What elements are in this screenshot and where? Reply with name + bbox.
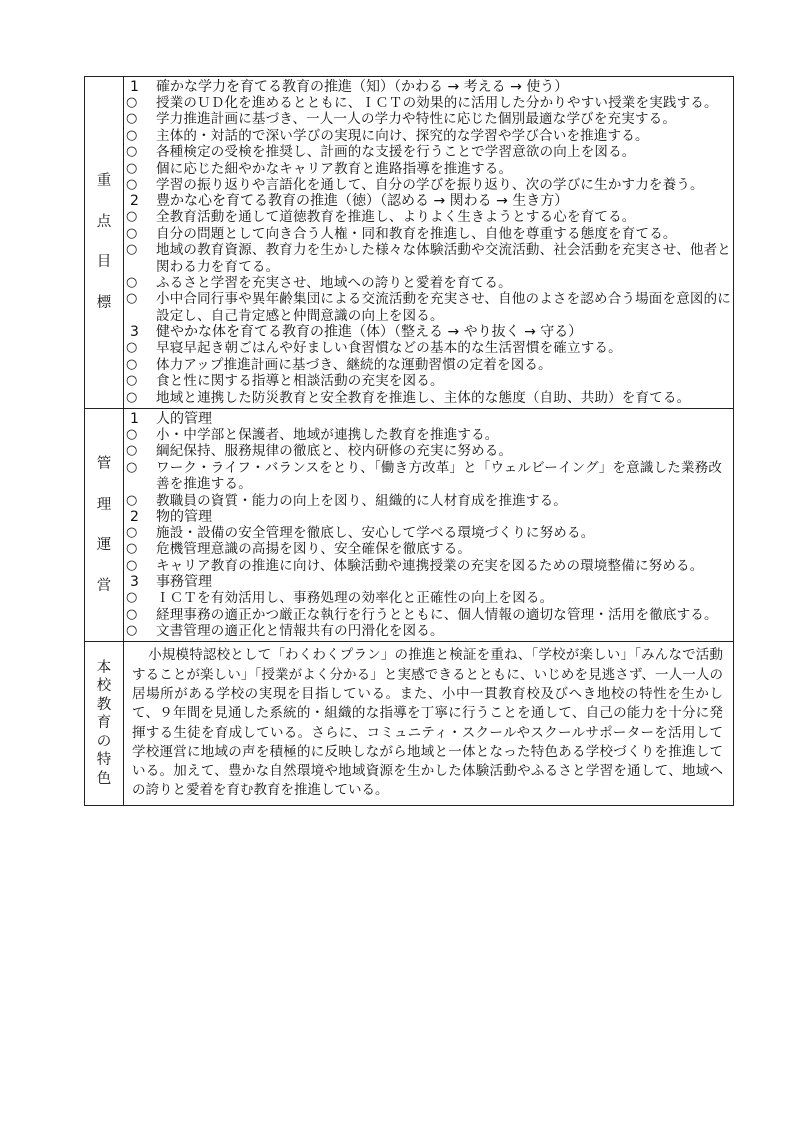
- list-item: [124, 525, 733, 541]
- section-heading: [124, 411, 733, 427]
- list-item: [124, 443, 733, 459]
- circle-bullet-icon: ○: [126, 541, 138, 557]
- row-school-feature: [85, 642, 734, 805]
- section-title: 事務管理: [156, 574, 212, 591]
- policy-table: [84, 76, 734, 806]
- list-item-text: 自分の問題として向き合う人権・同和教育を推進し、自他を尊重する態度を育てる。: [156, 225, 677, 242]
- section-title: 物的管理: [156, 508, 212, 525]
- circle-bullet-icon: ○: [126, 557, 138, 573]
- circle-bullet-icon: ○: [126, 127, 138, 143]
- circle-bullet-icon: ○: [126, 275, 138, 291]
- row-label-char: 特: [96, 752, 112, 769]
- row-management: [85, 408, 734, 641]
- row-content-cell: [124, 77, 734, 409]
- list-item: [124, 607, 733, 623]
- circle-bullet-icon: ○: [126, 524, 138, 540]
- section-number: 2: [130, 193, 139, 210]
- row-label-cell: [85, 77, 124, 409]
- row-label-cell: [85, 642, 124, 805]
- circle-bullet-icon: ○: [126, 144, 138, 160]
- list-item-text: 学力推進計画に基づき、一人一人の学力や特性に応じた個別最適な学びを充実する。: [156, 111, 677, 128]
- row-label-char: 標: [96, 294, 112, 311]
- circle-bullet-icon: ○: [126, 111, 138, 127]
- list-item: [124, 161, 733, 177]
- circle-bullet-icon: ○: [126, 459, 138, 475]
- section-heading: [124, 324, 733, 340]
- row-label: [85, 457, 123, 593]
- list-item: [124, 111, 733, 127]
- list-item: [124, 541, 733, 557]
- list-item-text: 小中合同行事や異年齢集団による交流活動を充実させ、自他のよさを認め合う場面を意図的に設定し、自己肯定感と仲間意識の向上を図る。: [156, 291, 731, 324]
- policy-table-body: [85, 77, 734, 806]
- section-heading: [124, 574, 733, 590]
- row-label-char: 運: [96, 537, 112, 554]
- list-item: [124, 275, 733, 291]
- list-item-text: 施設・設備の安全管理を徹底し、安心して学べる環境づくりに努める。: [156, 524, 595, 541]
- list-item-text: 授業のＵＤ化を進めるとともに、ＩＣＴの効果的に活用した分かりやすい授業を実践する。: [156, 95, 718, 111]
- circle-bullet-icon: ○: [126, 209, 138, 225]
- list-item-text: 学習の振り返りや言語化を通して、自分の学びを振り返り、次の学びに生かす力を養う。: [156, 177, 704, 194]
- list-item: [124, 558, 733, 574]
- section-number: 3: [130, 574, 139, 591]
- row-label: [85, 174, 123, 310]
- list-item: [124, 291, 733, 324]
- list-item: [124, 209, 733, 225]
- circle-bullet-icon: ○: [126, 389, 138, 405]
- school-feature-text: 小規模特認校として「わくわくプラン」の推進と検証を重ね、「学校が楽しい」「みんなで活動することが楽しい」「授業がよく分かる」と実感できるとともに、いじめを見逃さず、一人一人の居場所がある学校の実現を目指している。また、小中一貫教育校及びへき地校の特性を生かして、９年間を見通した系統的・組織的な指導を丁寧に行うことを通して、自己の能力を十分に発揮する生徒を育成している。さらに、コミュニティ・スクールやスクールサポーターを活用して学校運営に地域の声を積極的に反映しながら地域と一体となった特色ある学校づくりを推進している。加えて、豊かな自然環境や地域資源を生かした体験活動やふるさと学習を通して、地域への誇りと愛着を育む教育を推進している。: [132, 647, 723, 799]
- section-title: 確かな学力を育てる教育の推進（知）（かわる → 考える → 使う）: [156, 79, 569, 95]
- circle-bullet-icon: ○: [126, 443, 138, 459]
- list-item: [124, 357, 733, 373]
- list-item: [124, 340, 733, 356]
- list-item-text: 経理事務の適正かつ厳正な執行を行うとともに、個人情報の適切な管理・活用を徹底する。: [156, 606, 718, 623]
- list-item-text: ワーク・ライフ・バランスをとり、「働き方改革」と「ウェルビーイング」を意識した業務改善を推進する。: [156, 459, 723, 493]
- list-item-text: 綱紀保持、服務規律の徹底と、校内研修の充実に努める。: [156, 443, 513, 460]
- circle-bullet-icon: ○: [126, 177, 138, 193]
- row-label-char: 重: [96, 173, 112, 190]
- list-item-text: 地域と連携した防災教育と安全教育を推進し、主体的な態度（自助、共助）を育てる。: [156, 389, 691, 406]
- row-label-char: 教: [96, 696, 112, 713]
- circle-bullet-icon: ○: [126, 622, 138, 638]
- section-number: 2: [130, 508, 139, 525]
- list-item: [124, 427, 733, 443]
- circle-bullet-icon: ○: [126, 291, 138, 307]
- list-item-text: 文書管理の適正化と情報共有の円滑化を図る。: [156, 622, 444, 639]
- list-item: [124, 623, 733, 639]
- circle-bullet-icon: ○: [126, 590, 138, 606]
- row-key-goals: [85, 77, 734, 409]
- circle-bullet-icon: ○: [126, 606, 138, 622]
- list-item-text: ふるさと学習を充実させ、地域への誇りと愛着を育てる。: [156, 275, 512, 292]
- section-title: 健やかな体を育てる教育の推進（体）（整える → やり抜く → 守る）: [156, 324, 583, 341]
- list-item-text: 主体的・対話的で深い学びの実現に向け、探究的な学習や学び合いを推進する。: [156, 127, 649, 144]
- list-item-text: 食と性に関する指導と相談活動の充実を図る。: [156, 373, 444, 390]
- list-item-text: 早寝早起き朝ごはんや好ましい食習慣などの基本的な生活習慣を確立する。: [156, 340, 622, 357]
- list-item-text: キャリア教育の推進に向け、体験活動や連携授業の充実を図るための環境整備に努める。: [156, 557, 704, 574]
- list-item-text: 各種検定の受検を推奨し、計画的な支援を行うことで学習意欲の向上を図る。: [156, 144, 636, 161]
- row-label-char: の: [96, 733, 112, 750]
- circle-bullet-icon: ○: [126, 340, 138, 356]
- row-label: [85, 661, 123, 787]
- section-number: 1: [130, 79, 139, 95]
- row-label-char: 本: [96, 659, 112, 676]
- circle-bullet-icon: ○: [126, 492, 138, 508]
- list-item: [124, 242, 733, 275]
- row-content-cell: [124, 408, 734, 641]
- list-item-text: 個に応じた細やかなキャリア教育と進路指導を推進する。: [156, 160, 513, 177]
- section-number: 3: [130, 324, 139, 341]
- row-label-char: 理: [96, 496, 112, 513]
- row-label-char: 育: [96, 715, 112, 732]
- list-item-text: 小・中学部と保護者、地域が連携した教育を推進する。: [156, 426, 499, 443]
- list-item-text: 教職員の資質・能力の向上を図り、組織的に人材育成を推進する。: [156, 492, 567, 509]
- list-item-text: 危機管理意識の高揚を図り、安全確保を徹底する。: [156, 541, 472, 558]
- list-item-text: ＩＣＴを有効活用し、事務処理の効率化と正確性の向上を図る。: [156, 590, 554, 607]
- section-title: 人的管理: [156, 410, 212, 427]
- row-label-char: 営: [96, 577, 112, 594]
- row-label-char: 点: [96, 213, 112, 230]
- list-item: [124, 373, 733, 389]
- list-item: [124, 95, 733, 111]
- row-label-cell: [85, 408, 124, 641]
- list-item-text: 体力アップ推進計画に基づき、継続的な運動習慣の定着を図る。: [156, 356, 552, 373]
- section-number: 1: [130, 410, 139, 427]
- list-item: [124, 144, 733, 160]
- section-heading: [124, 509, 733, 525]
- circle-bullet-icon: ○: [126, 356, 138, 372]
- circle-bullet-icon: ○: [126, 426, 138, 442]
- section-heading: [124, 193, 733, 209]
- list-item-text: 地域の教育資源、教育力を生かした様々な体験活動や交流活動、社会活動を充実させ、他者と関わる力を育てる。: [156, 242, 731, 275]
- row-label-char: 目: [96, 254, 112, 271]
- circle-bullet-icon: ○: [126, 225, 138, 241]
- row-label-char: 校: [96, 678, 112, 695]
- list-item: [124, 493, 733, 509]
- circle-bullet-icon: ○: [126, 242, 138, 258]
- section-heading: [124, 79, 733, 95]
- section-title: 豊かな心を育てる教育の推進（徳）（認める → 関わる → 生き方）: [156, 193, 569, 210]
- list-item: [124, 177, 733, 193]
- list-item: [124, 390, 733, 406]
- list-item: [124, 128, 733, 144]
- list-item: [124, 460, 733, 493]
- circle-bullet-icon: ○: [126, 160, 138, 176]
- row-content-cell: [124, 642, 734, 805]
- row-label-char: 管: [96, 456, 112, 473]
- list-item: [124, 590, 733, 606]
- circle-bullet-icon: ○: [126, 373, 138, 389]
- list-item-text: 全教育活動を通して道徳教育を推進し、よりよく生きようとする心を育てる。: [156, 209, 636, 226]
- list-item: [124, 226, 733, 242]
- circle-bullet-icon: ○: [126, 95, 138, 110]
- row-label-char: 色: [96, 770, 112, 787]
